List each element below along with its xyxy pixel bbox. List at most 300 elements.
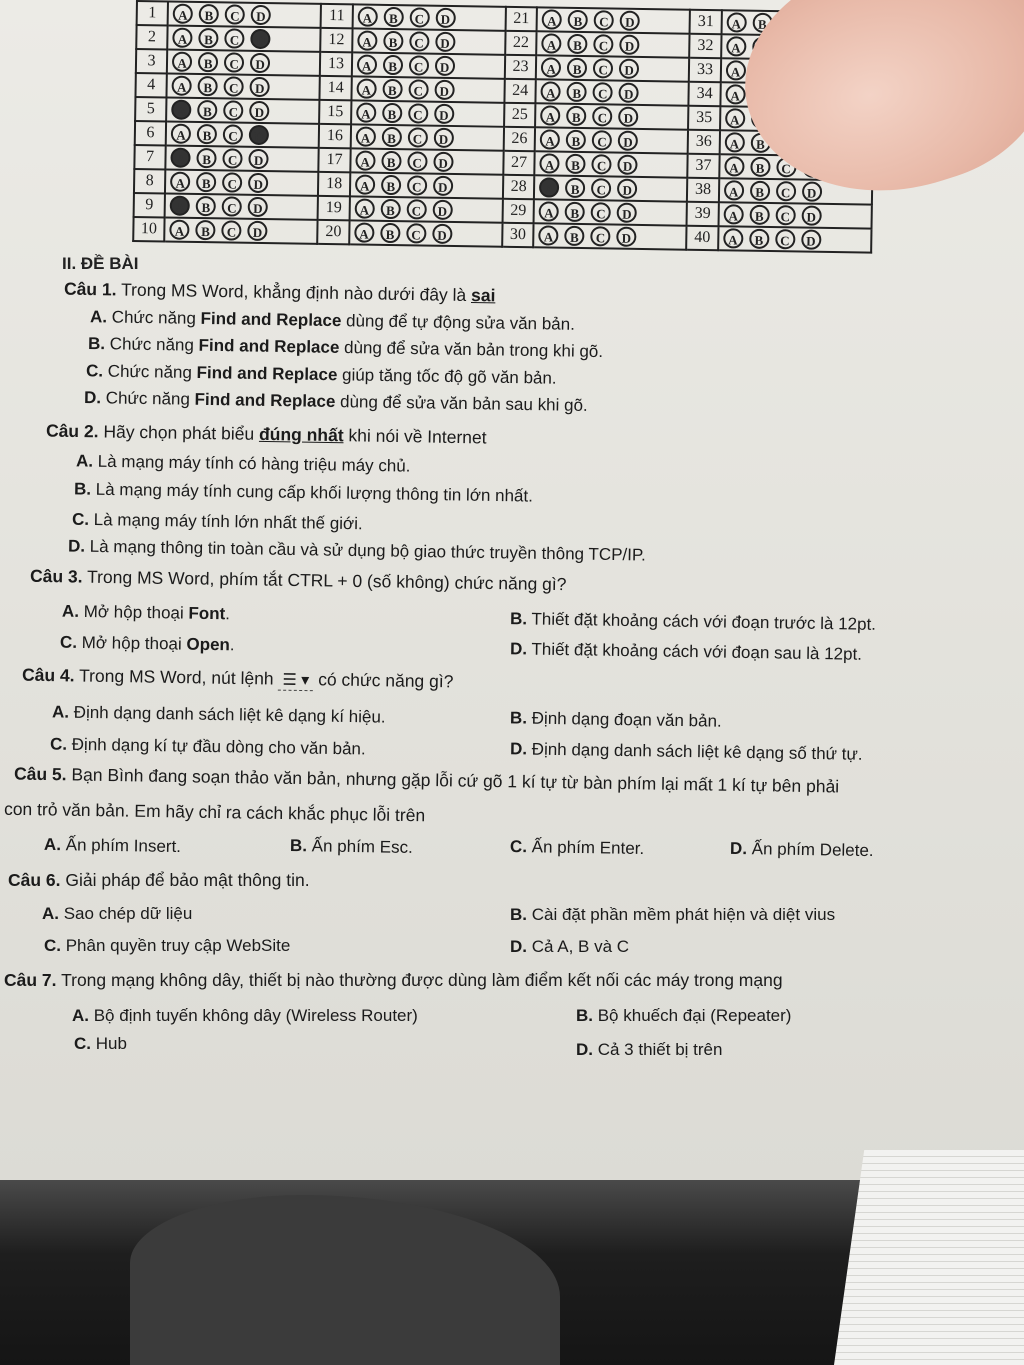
- answer-bubble-c[interactable]: C: [593, 58, 613, 78]
- question-label: Câu 5.: [13, 763, 67, 785]
- question-5-continued: con trỏ văn bản. Em hãy chỉ ra cách khắc phục lỗi trên: [3, 798, 426, 826]
- question-number: 17: [319, 148, 351, 172]
- question-label: Câu 4.: [21, 664, 75, 686]
- q4-option-b: [510, 708, 722, 731]
- answer-bubble-a[interactable]: A: [539, 177, 559, 197]
- answer-bubble-a[interactable]: A: [539, 153, 559, 173]
- option-key: D.: [510, 937, 527, 956]
- question-number: 34: [689, 82, 721, 106]
- option-key: B.: [87, 333, 106, 354]
- question-3: [30, 566, 567, 595]
- answer-bubble-b[interactable]: B: [750, 180, 770, 200]
- question-number: 12: [321, 28, 353, 52]
- question-2: [46, 421, 487, 449]
- answer-options: [164, 217, 318, 243]
- answer-bubble-b[interactable]: B: [198, 51, 218, 71]
- answer-bubble-c[interactable]: C: [409, 31, 429, 51]
- question-number: 33: [689, 58, 721, 82]
- question-number: 30: [502, 223, 534, 247]
- question-number: 3: [136, 49, 168, 73]
- option-key: A.: [51, 702, 70, 722]
- answer-bubble-d[interactable]: D: [250, 28, 270, 48]
- option-key: D.: [509, 739, 528, 759]
- option-bold: Find and Replace: [200, 308, 342, 331]
- q3-option-a: [62, 602, 230, 625]
- answer-bubble-a[interactable]: A: [169, 219, 189, 239]
- option-text: dùng để sửa văn bản trong khi gõ.: [339, 337, 604, 362]
- q4-option-c: [50, 735, 366, 760]
- answer-options: [352, 4, 506, 30]
- question-number: 6: [135, 121, 167, 145]
- answer-bubble-d[interactable]: D: [432, 199, 452, 219]
- option-key: C.: [71, 509, 90, 529]
- answer-bubble-a[interactable]: A: [540, 105, 560, 125]
- answer-bubble-c[interactable]: C: [223, 124, 243, 144]
- answer-options: [534, 199, 688, 225]
- answer-bubble-c[interactable]: C: [407, 175, 427, 195]
- answer-bubble-d[interactable]: D: [247, 220, 267, 240]
- answer-bubble-c[interactable]: C: [592, 130, 612, 150]
- answer-bubble-a[interactable]: A: [725, 84, 745, 104]
- question-number: 20: [318, 220, 350, 244]
- option-bold: Find and Replace: [198, 335, 340, 357]
- answer-bubble-b[interactable]: B: [750, 132, 770, 152]
- question-text: có chức năng gì?: [313, 669, 454, 692]
- answer-bubble-c[interactable]: C: [223, 148, 243, 168]
- question-number: 31: [690, 10, 722, 34]
- answer-bubble-a[interactable]: A: [356, 78, 376, 98]
- answer-bubble-a[interactable]: A: [542, 9, 562, 29]
- q6-option-a: [42, 904, 192, 924]
- answer-bubble-a[interactable]: A: [539, 201, 559, 221]
- answer-bubble-a[interactable]: A: [357, 54, 377, 74]
- answer-bubble-d[interactable]: D: [801, 205, 821, 225]
- answer-options: [534, 151, 688, 177]
- answer-options: [533, 223, 687, 249]
- answer-bubble-d[interactable]: D: [801, 229, 821, 249]
- question-label: Câu 3.: [29, 565, 83, 587]
- question-number: 16: [319, 124, 351, 148]
- q3-option-b: [510, 609, 876, 635]
- question-number: 36: [688, 130, 720, 154]
- answer-bubble-c[interactable]: C: [775, 229, 795, 249]
- answer-options: [351, 76, 505, 102]
- answer-bubble-c[interactable]: C: [225, 4, 245, 24]
- answer-bubble-a[interactable]: A: [170, 195, 190, 215]
- question-number: 15: [320, 100, 352, 124]
- question-6: [8, 870, 310, 891]
- answer-options: [536, 79, 690, 105]
- answer-bubble-a[interactable]: A: [538, 225, 558, 245]
- answer-bubble-a[interactable]: A: [354, 222, 374, 242]
- answer-bubble-c[interactable]: C: [407, 127, 427, 147]
- q4-option-d: [510, 739, 863, 765]
- question-number: 39: [687, 202, 719, 226]
- option-text: Cài đặt phần mềm phát hiện và diệt vius: [527, 905, 836, 924]
- q6-option-b: [510, 905, 835, 925]
- answer-bubble-c[interactable]: C: [406, 199, 426, 219]
- answer-bubble-d[interactable]: D: [251, 4, 271, 24]
- answer-bubble-a[interactable]: A: [726, 36, 746, 56]
- option-key: B.: [509, 708, 528, 728]
- answer-options: [351, 100, 505, 126]
- answer-bubble-b[interactable]: B: [381, 150, 401, 170]
- answer-bubble-c[interactable]: C: [223, 100, 243, 120]
- option-text: Chức năng: [106, 307, 201, 328]
- q2-option-b: [74, 479, 533, 506]
- option-text: Chức năng: [102, 361, 197, 383]
- option-key: C.: [59, 632, 78, 652]
- answer-bubble-b[interactable]: B: [567, 81, 587, 101]
- answer-bubble-a[interactable]: A: [355, 150, 375, 170]
- answer-bubble-a[interactable]: A: [723, 204, 743, 224]
- question-number: 5: [135, 97, 167, 121]
- answer-bubble-c[interactable]: C: [590, 226, 610, 246]
- question-5: [14, 764, 839, 798]
- answer-bubble-b[interactable]: B: [381, 126, 401, 146]
- answer-options: [350, 172, 504, 198]
- option-text: Hub: [91, 1034, 127, 1053]
- answer-bubble-d[interactable]: D: [616, 226, 636, 246]
- q1-option-c: [86, 361, 557, 388]
- question-number: 7: [134, 145, 166, 169]
- q7-option-b: [576, 1006, 791, 1026]
- answer-bubble-d[interactable]: D: [617, 178, 637, 198]
- option-key: D.: [509, 639, 528, 659]
- answer-bubble-a[interactable]: A: [357, 6, 377, 26]
- question-4: [22, 665, 454, 694]
- answer-bubble-d[interactable]: D: [435, 31, 455, 51]
- answer-bubble-b[interactable]: B: [566, 129, 586, 149]
- question-text: Trong MS Word, nút lệnh: [74, 665, 279, 689]
- answer-bubble-c[interactable]: C: [224, 52, 244, 72]
- option-text: Thiết đặt khoảng cách với đoạn trước là 12pt.: [526, 609, 877, 634]
- option-key: B.: [510, 905, 527, 924]
- answer-options: [349, 196, 503, 222]
- answer-bubble-d[interactable]: D: [249, 100, 269, 120]
- option-text: Chức năng: [104, 334, 199, 355]
- answer-bubble-a[interactable]: A: [356, 102, 376, 122]
- section-label: II. ĐỀ BÀI: [62, 254, 139, 273]
- answer-options: [165, 193, 319, 219]
- answer-options: [167, 49, 321, 75]
- answer-options: [166, 145, 320, 171]
- answer-bubble-b[interactable]: B: [567, 57, 587, 77]
- option-text: .: [229, 635, 235, 655]
- q5-option-b: [290, 836, 413, 858]
- option-key: A.: [75, 451, 94, 471]
- option-key: B.: [73, 479, 92, 499]
- paper-stack: [834, 1150, 1024, 1365]
- answer-bubble-a[interactable]: A: [172, 27, 192, 47]
- answer-bubble-c[interactable]: C: [408, 79, 428, 99]
- answer-bubble-c[interactable]: C: [409, 7, 429, 27]
- option-key: A.: [89, 307, 108, 327]
- option-text: Là mạng thông tin toàn cầu và sử dụng bộ giao thức truyền thông TCP/IP.: [84, 536, 646, 565]
- answer-bubble-a[interactable]: A: [725, 108, 745, 128]
- option-key: D.: [83, 388, 102, 408]
- q2-option-a: [76, 451, 411, 476]
- option-key: C.: [74, 1034, 91, 1053]
- answer-bubble-a[interactable]: A: [725, 60, 745, 80]
- option-text: Định dạng kí tự đầu dòng cho văn bản.: [66, 734, 366, 759]
- question-number: 18: [318, 172, 350, 196]
- answer-options: [351, 52, 505, 78]
- answer-bubble-d[interactable]: D: [619, 34, 639, 54]
- answer-bubble-b[interactable]: B: [749, 228, 769, 248]
- question-number: 23: [505, 55, 537, 79]
- answer-options: [167, 73, 321, 99]
- answer-bubble-c[interactable]: C: [591, 178, 611, 198]
- question-number: 21: [506, 7, 538, 31]
- answer-bubble-b[interactable]: B: [564, 225, 584, 245]
- option-key: A.: [72, 1006, 89, 1025]
- option-bold: Find and Replace: [196, 363, 338, 385]
- question-text: Trong MS Word, phím tắt CTRL + 0 (số không) chức năng gì?: [82, 566, 567, 595]
- answer-bubble-a[interactable]: A: [541, 81, 561, 101]
- answer-bubble-b[interactable]: B: [383, 30, 403, 50]
- option-text: Bộ khuếch đại (Repeater): [593, 1006, 792, 1025]
- answer-options: [352, 28, 506, 54]
- answer-bubble-c[interactable]: C: [407, 151, 427, 171]
- option-text: Ấn phím Enter.: [526, 837, 645, 859]
- answer-bubble-d[interactable]: D: [432, 223, 452, 243]
- option-text: Phân quyền truy cập WebSite: [61, 936, 291, 955]
- answer-bubble-a[interactable]: A: [171, 123, 191, 143]
- question-number: 8: [134, 169, 166, 193]
- answer-bubble-a[interactable]: A: [355, 126, 375, 146]
- option-key: A.: [42, 904, 59, 923]
- answer-options: [167, 26, 321, 52]
- answer-bubble-b[interactable]: B: [383, 54, 403, 74]
- question-number: 32: [690, 34, 722, 58]
- answer-bubble-d[interactable]: D: [434, 79, 454, 99]
- question-number: 25: [504, 103, 536, 127]
- answer-bubble-b[interactable]: B: [196, 171, 216, 191]
- answer-bubble-c[interactable]: C: [593, 82, 613, 102]
- answer-bubble-c[interactable]: C: [591, 202, 611, 222]
- answer-bubble-b[interactable]: B: [380, 222, 400, 242]
- question-number: 26: [504, 127, 536, 151]
- answer-bubble-b[interactable]: B: [565, 153, 585, 173]
- answer-bubble-c[interactable]: C: [775, 205, 795, 225]
- answer-bubble-a[interactable]: A: [173, 3, 193, 23]
- option-text: Mở hộp thoại: [76, 632, 187, 654]
- option-text: Thiết đặt khoảng cách với đoạn sau là 12pt.: [526, 639, 863, 664]
- answer-bubble-b[interactable]: B: [381, 174, 401, 194]
- answer-bubble-a[interactable]: A: [171, 99, 191, 119]
- answer-bubble-c[interactable]: C: [222, 172, 242, 192]
- answer-bubble-a[interactable]: A: [171, 147, 191, 167]
- answer-bubble-d[interactable]: D: [619, 82, 639, 102]
- answer-bubble-a[interactable]: A: [172, 75, 192, 95]
- answer-bubble-b[interactable]: B: [750, 156, 770, 176]
- answer-bubble-b[interactable]: B: [198, 75, 218, 95]
- question-text: Hãy chọn phát biểu: [98, 421, 260, 444]
- answer-bubble-a[interactable]: A: [723, 228, 743, 248]
- answer-bubble-d[interactable]: D: [620, 10, 640, 30]
- question-number: 27: [503, 151, 535, 175]
- option-key: B.: [509, 609, 528, 629]
- option-key: D.: [729, 838, 748, 859]
- question-number: 2: [136, 25, 168, 49]
- answer-bubble-b[interactable]: B: [749, 204, 769, 224]
- answer-bubble-c[interactable]: C: [222, 196, 242, 216]
- answer-bubble-b[interactable]: B: [197, 147, 217, 167]
- answer-bubble-a[interactable]: A: [724, 156, 744, 176]
- question-emphasis: sai: [470, 285, 496, 306]
- answer-bubble-b[interactable]: B: [382, 102, 402, 122]
- answer-bubble-d[interactable]: D: [619, 58, 639, 78]
- option-key: A.: [61, 601, 80, 621]
- option-text: Ấn phím Insert.: [60, 835, 182, 857]
- answer-options: [350, 148, 504, 174]
- answer-bubble-d[interactable]: D: [802, 181, 822, 201]
- answer-bubble-c[interactable]: C: [408, 103, 428, 123]
- answer-bubble-c[interactable]: C: [776, 181, 796, 201]
- answer-bubble-c[interactable]: C: [591, 154, 611, 174]
- answer-bubble-d[interactable]: D: [248, 196, 268, 216]
- option-key: B.: [289, 836, 308, 856]
- answer-bubble-a[interactable]: A: [354, 198, 374, 218]
- q5-option-a: [44, 835, 181, 857]
- option-key: C.: [44, 936, 61, 955]
- answer-options: [536, 31, 690, 57]
- answer-bubble-b[interactable]: B: [565, 201, 585, 221]
- option-key: D.: [67, 536, 86, 556]
- q5-option-c: [510, 837, 644, 859]
- answer-options: [349, 220, 503, 246]
- question-label: Câu 6.: [8, 870, 61, 890]
- answer-options: [534, 175, 688, 201]
- question-number: 1: [137, 1, 169, 25]
- answer-bubble-d[interactable]: D: [433, 151, 453, 171]
- answer-bubble-d[interactable]: D: [250, 52, 270, 72]
- answer-bubble-d[interactable]: D: [618, 106, 638, 126]
- answer-bubble-a[interactable]: A: [726, 12, 746, 32]
- option-text: Chức năng: [100, 388, 195, 409]
- answer-bubble-d[interactable]: D: [250, 76, 270, 96]
- answer-bubble-c[interactable]: C: [406, 223, 426, 243]
- question-number: 38: [687, 178, 719, 202]
- option-text: Sao chép dữ liệu: [59, 904, 193, 923]
- question-number: 4: [135, 73, 167, 97]
- answer-bubble-c[interactable]: C: [592, 106, 612, 126]
- answer-bubble-a[interactable]: A: [724, 132, 744, 152]
- q5-option-d: [730, 839, 874, 861]
- answer-bubble-a[interactable]: A: [540, 129, 560, 149]
- answer-bubble-c[interactable]: C: [224, 76, 244, 96]
- question-1: [64, 279, 496, 307]
- answer-bubble-b[interactable]: B: [380, 198, 400, 218]
- answer-options: [168, 2, 322, 28]
- answer-bubble-a[interactable]: A: [170, 171, 190, 191]
- answer-options: [350, 124, 504, 150]
- question-number: 9: [134, 193, 166, 217]
- answer-bubble-d[interactable]: D: [433, 175, 453, 195]
- answer-bubble-b[interactable]: B: [199, 3, 219, 23]
- option-text: Là mạng máy tính lớn nhất thế giới.: [88, 509, 363, 534]
- answer-options: [536, 55, 690, 81]
- answer-options: [166, 97, 320, 123]
- answer-bubble-d[interactable]: D: [249, 148, 269, 168]
- question-label: Câu 1.: [63, 278, 117, 300]
- answer-bubble-b[interactable]: B: [566, 105, 586, 125]
- answer-bubble-b[interactable]: B: [198, 27, 218, 47]
- answer-bubble-b[interactable]: B: [752, 12, 772, 32]
- answer-bubble-b[interactable]: B: [382, 78, 402, 98]
- option-text: dùng để sửa văn bản sau khi gõ.: [335, 391, 588, 415]
- answer-bubble-c[interactable]: C: [593, 34, 613, 54]
- answer-bubble-d[interactable]: D: [435, 7, 455, 27]
- answer-bubble-d[interactable]: D: [618, 130, 638, 150]
- answer-bubble-a[interactable]: A: [541, 57, 561, 77]
- q1-option-a: [90, 307, 575, 335]
- answer-options: [166, 121, 320, 147]
- question-text: Trong mạng không dây, thiết bị nào thường được dùng làm điểm kết nối các máy trong mạng: [56, 970, 783, 990]
- answer-bubble-c[interactable]: C: [221, 220, 241, 240]
- answer-bubble-a[interactable]: A: [357, 30, 377, 50]
- answer-bubble-c[interactable]: C: [224, 28, 244, 48]
- answer-bubble-d[interactable]: D: [249, 124, 269, 144]
- answer-bubble-c[interactable]: C: [776, 157, 796, 177]
- answer-options: [535, 127, 689, 153]
- question-number: 11: [321, 4, 353, 28]
- answer-bubble-a[interactable]: A: [724, 180, 744, 200]
- answer-bubble-b[interactable]: B: [197, 99, 217, 119]
- answer-bubble-c[interactable]: C: [594, 10, 614, 30]
- answer-bubble-d[interactable]: D: [434, 103, 454, 123]
- question-label: Câu 2.: [45, 420, 99, 442]
- answer-bubble-b[interactable]: B: [568, 9, 588, 29]
- answer-options: [718, 202, 872, 228]
- answer-bubble-d[interactable]: D: [617, 154, 637, 174]
- q7-option-d: [576, 1040, 722, 1060]
- option-text: Là mạng máy tính có hàng triệu máy chủ.: [92, 451, 411, 476]
- answer-bubble-a[interactable]: A: [172, 51, 192, 71]
- answer-bubble-b[interactable]: B: [195, 219, 215, 239]
- question-number: 10: [133, 217, 165, 241]
- bulleted-list-icon: ☰ ▾: [278, 670, 313, 692]
- option-text: Định dạng danh sách liệt kê dạng số thứ tự.: [526, 739, 863, 764]
- answer-bubble-c[interactable]: C: [409, 55, 429, 75]
- answer-bubble-d[interactable]: D: [435, 55, 455, 75]
- answer-bubble-d[interactable]: D: [248, 172, 268, 192]
- question-number: 28: [503, 175, 535, 199]
- option-text: giúp tăng tốc độ gõ văn bản.: [337, 365, 557, 388]
- answer-bubble-d[interactable]: D: [617, 202, 637, 222]
- question-text: Bạn Bình đang soạn thảo văn bản, nhưng gặp lỗi cứ gõ 1 kí tự từ bàn phím lại mất 1 kí tự bên phải: [66, 764, 840, 797]
- q3-option-d: [510, 639, 862, 665]
- answer-bubble-d[interactable]: D: [433, 127, 453, 147]
- option-text: Ấn phím Delete.: [746, 839, 874, 861]
- option-key: C.: [85, 361, 104, 381]
- answer-bubble-a[interactable]: A: [541, 33, 561, 53]
- q2-option-d: [68, 536, 646, 565]
- answer-bubble-b[interactable]: B: [197, 123, 217, 143]
- answer-bubble-b[interactable]: B: [383, 6, 403, 26]
- answer-options: [537, 7, 691, 33]
- q1-option-d: [84, 388, 588, 416]
- answer-bubble-b[interactable]: B: [567, 33, 587, 53]
- option-key: B.: [576, 1006, 593, 1025]
- answer-bubble-b[interactable]: B: [565, 177, 585, 197]
- question-7: [4, 970, 783, 991]
- question-text: khi nói về Internet: [343, 425, 487, 448]
- answer-bubble-a[interactable]: A: [355, 174, 375, 194]
- answer-bubble-b[interactable]: B: [196, 195, 216, 215]
- question-text: Giải pháp để bảo mật thông tin.: [60, 870, 310, 890]
